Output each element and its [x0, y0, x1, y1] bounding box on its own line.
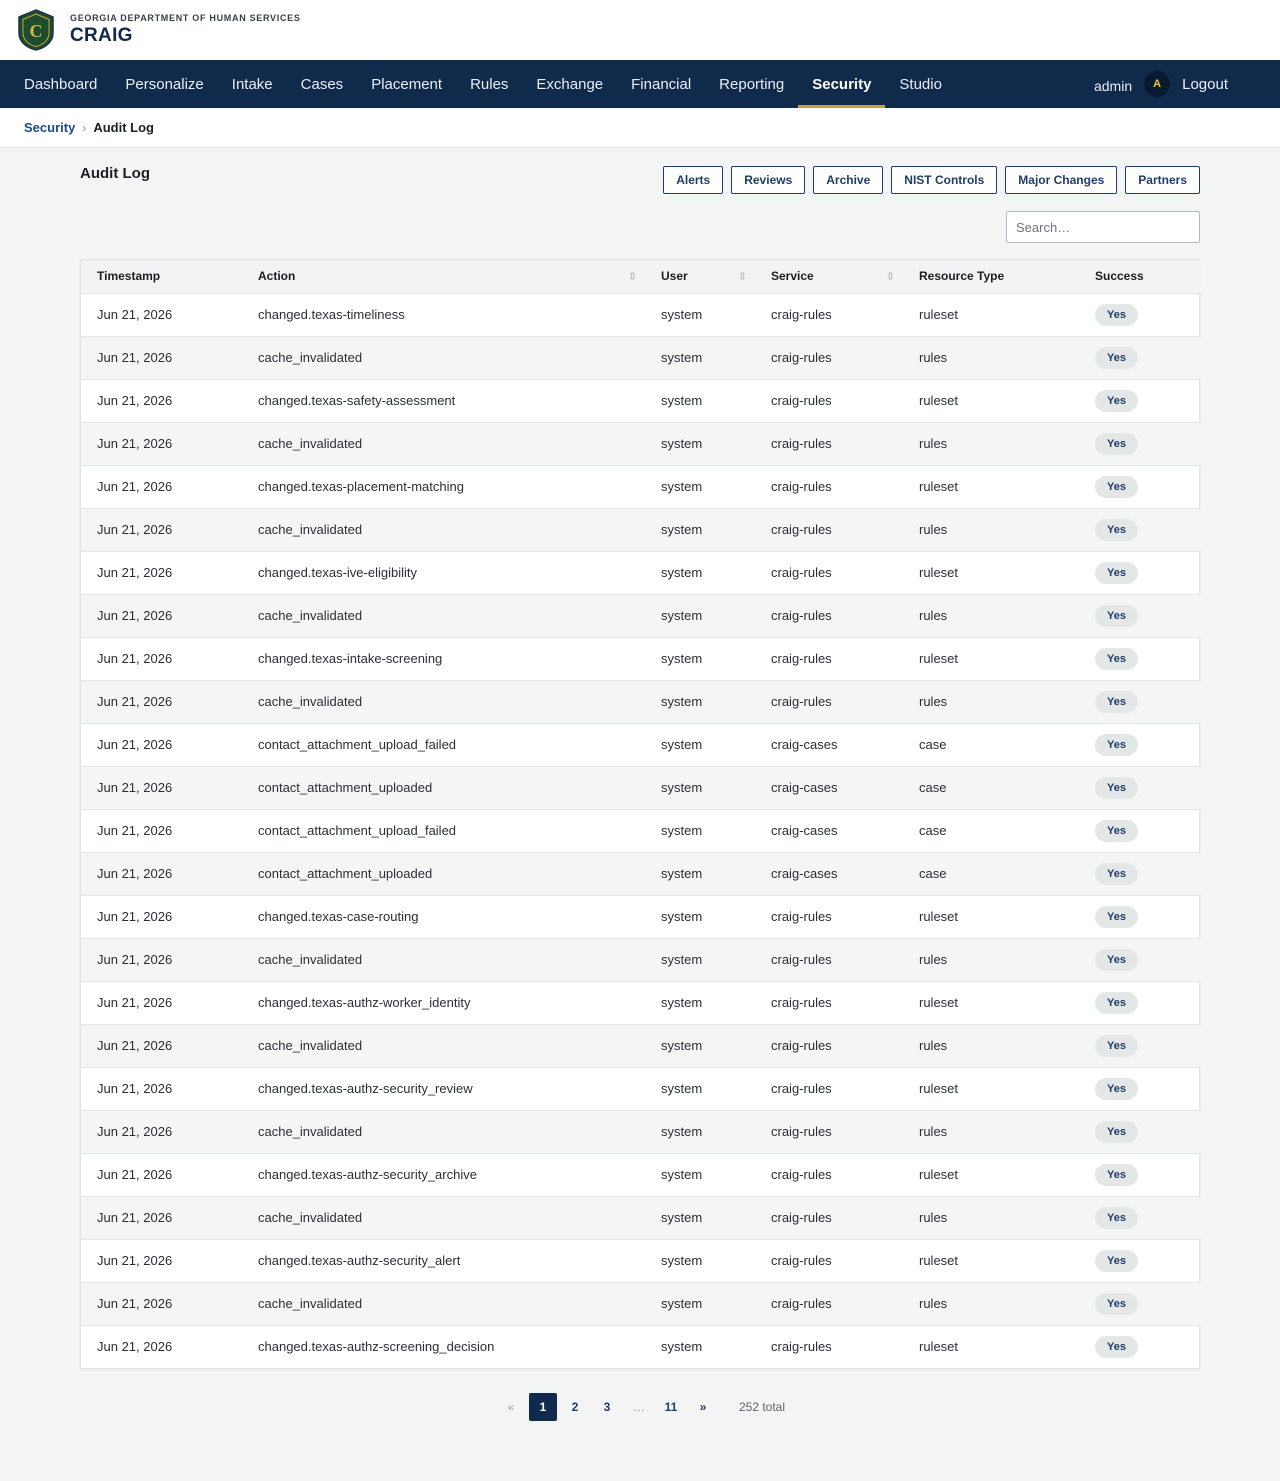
pagination — [80, 1393, 1200, 1421]
table-row[interactable] — [81, 551, 1201, 594]
cell-service: craig-cases — [755, 852, 903, 895]
cell-success — [1079, 336, 1201, 379]
cell-resource-type: case — [903, 852, 1079, 895]
cell-user: system — [645, 895, 755, 938]
cell-service: craig-rules — [755, 1153, 903, 1196]
cell-user: system — [645, 1067, 755, 1110]
column-header-timestamp: Timestamp — [81, 260, 242, 293]
username-label: admin — [1093, 77, 1133, 94]
cell-action: cache_invalidated — [242, 1196, 645, 1239]
cell-timestamp: Jun 21, 2026 — [81, 1196, 242, 1239]
success-badge: Yes — [1095, 1336, 1138, 1358]
cell-action: changed.texas-authz-worker_identity — [242, 981, 645, 1024]
cell-success — [1079, 637, 1201, 680]
success-badge: Yes — [1095, 1293, 1138, 1315]
cell-user: system — [645, 336, 755, 379]
success-badge: Yes — [1095, 691, 1138, 713]
cell-timestamp: Jun 21, 2026 — [81, 637, 242, 680]
breadcrumb-security-link[interactable]: Security — [24, 120, 76, 135]
reviews-button[interactable]: Reviews — [731, 166, 805, 194]
table-row[interactable] — [81, 895, 1201, 938]
cell-action: cache_invalidated — [242, 1110, 645, 1153]
table-row[interactable] — [81, 766, 1201, 809]
org-name: GEORGIA DEPARTMENT OF HUMAN SERVICES — [70, 13, 301, 23]
cell-success — [1079, 895, 1201, 938]
cell-service: craig-rules — [755, 637, 903, 680]
cell-service: craig-rules — [755, 465, 903, 508]
cell-user: system — [645, 680, 755, 723]
cell-service: craig-rules — [755, 293, 903, 336]
success-badge: Yes — [1095, 1121, 1138, 1143]
cell-success — [1079, 594, 1201, 637]
cell-user: system — [645, 1153, 755, 1196]
cell-timestamp: Jun 21, 2026 — [97, 1339, 173, 1355]
cell-action: cache_invalidated — [242, 422, 645, 465]
cell-action: cache_invalidated — [242, 336, 645, 379]
table-row[interactable] — [81, 1110, 1201, 1153]
cell-action: contact_attachment_uploaded — [242, 766, 645, 809]
page-3-button[interactable]: 3 — [603, 1400, 611, 1414]
success-badge: Yes — [1095, 390, 1138, 412]
success-badge: Yes — [1095, 1035, 1138, 1057]
cell-timestamp: Jun 21, 2026 — [81, 1153, 242, 1196]
sort-icon[interactable]: ⇳ — [885, 271, 895, 283]
cell-action: cache_invalidated — [242, 1024, 645, 1067]
cell-resource-type: rules — [903, 508, 1079, 551]
success-badge: Yes — [1095, 1207, 1138, 1229]
cell-user: system — [645, 809, 755, 852]
cell-resource-type: case — [903, 723, 1079, 766]
toolbar — [663, 166, 1200, 194]
cell-service: craig-cases — [755, 809, 903, 852]
nav-item-studio[interactable]: Studio — [899, 75, 942, 93]
cell-user: system — [661, 1339, 703, 1355]
cell-action: changed.texas-authz-security_archive — [242, 1153, 645, 1196]
cell-success — [1079, 766, 1201, 809]
cell-action: cache_invalidated — [242, 594, 645, 637]
cell-timestamp: Jun 21, 2026 — [81, 379, 242, 422]
cell-user: system — [645, 465, 755, 508]
success-badge: Yes — [1095, 820, 1138, 842]
success-badge: Yes — [1095, 347, 1138, 369]
cell-success — [1079, 1239, 1201, 1282]
nav-item-intake[interactable]: Intake — [231, 75, 273, 93]
cell-action: changed.texas-safety-assessment — [242, 379, 645, 422]
nav-item-financial[interactable]: Financial — [631, 75, 692, 93]
cell-success — [1079, 465, 1201, 508]
table-body — [81, 293, 1201, 1368]
cell-timestamp: Jun 21, 2026 — [81, 508, 242, 551]
cell-timestamp: Jun 21, 2026 — [81, 809, 242, 852]
cell-timestamp: Jun 21, 2026 — [81, 981, 242, 1024]
nist-controls-button[interactable]: NIST Controls — [891, 166, 997, 194]
table-row[interactable] — [81, 1239, 1201, 1282]
cell-action: changed.texas-case-routing — [242, 895, 645, 938]
cell-service: craig-rules — [755, 551, 903, 594]
table-row[interactable] — [81, 336, 1201, 379]
cell-action: changed.texas-timeliness — [242, 293, 645, 336]
cell-service: craig-rules — [755, 938, 903, 981]
cell-action: cache_invalidated — [242, 938, 645, 981]
cell-service: craig-rules — [771, 1339, 832, 1355]
major-changes-button[interactable]: Major Changes — [1005, 166, 1117, 194]
cell-service: craig-rules — [755, 508, 903, 551]
cell-resource-type: rules — [903, 1282, 1079, 1325]
success-badge: Yes — [1095, 992, 1138, 1014]
cell-action: contact_attachment_upload_failed — [242, 723, 645, 766]
success-badge: Yes — [1095, 906, 1138, 928]
column-header-user[interactable]: User ⇳ — [645, 260, 755, 293]
nav-item-rules[interactable]: Rules — [470, 75, 509, 93]
cell-success — [1079, 680, 1201, 723]
table-row[interactable] — [81, 637, 1201, 680]
avatar[interactable]: A — [1144, 71, 1170, 97]
cell-success — [1079, 938, 1201, 981]
cell-success — [1079, 981, 1201, 1024]
breadcrumb-separator-icon: › — [82, 120, 87, 135]
cell-resource-type: ruleset — [903, 981, 1079, 1024]
table-row[interactable] — [81, 594, 1201, 637]
cell-user: system — [645, 422, 755, 465]
cell-service: craig-rules — [755, 336, 903, 379]
logout-link[interactable]: Logout — [1182, 75, 1228, 93]
cell-action: changed.texas-intake-screening — [242, 637, 645, 680]
cell-action: cache_invalidated — [242, 1282, 645, 1325]
cell-resource-type: rules — [903, 938, 1079, 981]
nav-item-security[interactable]: Security — [798, 60, 885, 108]
success-badge: Yes — [1095, 1250, 1138, 1272]
page-11-button[interactable]: 11 — [664, 1400, 678, 1414]
cell-user: system — [645, 508, 755, 551]
archive-button[interactable]: Archive — [813, 166, 883, 194]
table-row[interactable] — [81, 465, 1201, 508]
nav-item-dashboard[interactable]: Dashboard — [24, 75, 98, 93]
cell-service: craig-rules — [755, 594, 903, 637]
cell-timestamp: Jun 21, 2026 — [81, 938, 242, 981]
cell-timestamp: Jun 21, 2026 — [81, 766, 242, 809]
table-row[interactable] — [81, 379, 1201, 422]
cell-success — [1079, 1196, 1201, 1239]
cell-timestamp: Jun 21, 2026 — [81, 1024, 242, 1067]
cell-timestamp: Jun 21, 2026 — [81, 1110, 242, 1153]
table-row[interactable] — [81, 508, 1201, 551]
nav-item-cases[interactable]: Cases — [300, 75, 344, 93]
app-name[interactable]: CRAIG — [70, 25, 133, 46]
cell-user: system — [645, 723, 755, 766]
table-header-row — [81, 260, 1201, 293]
cell-success — [1079, 379, 1201, 422]
cell-resource-type: ruleset — [903, 1239, 1079, 1282]
main-nav — [0, 60, 1280, 108]
cell-success — [1079, 1110, 1201, 1153]
cell-success — [1079, 551, 1201, 594]
success-badge: Yes — [1095, 777, 1138, 799]
cell-resource-type: ruleset — [919, 1339, 959, 1355]
sort-icon[interactable]: ⇳ — [737, 271, 747, 283]
cell-timestamp: Jun 21, 2026 — [81, 1067, 242, 1110]
cell-timestamp: Jun 21, 2026 — [81, 680, 242, 723]
pagination-ellipsis: … — [632, 1400, 645, 1414]
table-row[interactable] — [81, 1153, 1201, 1196]
cell-success — [1079, 809, 1201, 852]
success-badge: Yes — [1095, 863, 1138, 885]
table-row[interactable] — [81, 852, 1201, 895]
cell-user: system — [645, 852, 755, 895]
success-badge: Yes — [1095, 304, 1138, 326]
cell-resource-type: ruleset — [903, 293, 1079, 336]
cell-resource-type: ruleset — [903, 379, 1079, 422]
cell-resource-type: rules — [903, 1024, 1079, 1067]
success-badge: Yes — [1095, 1164, 1138, 1186]
success-badge: Yes — [1095, 949, 1138, 971]
cell-resource-type: rules — [903, 422, 1079, 465]
cell-service: craig-cases — [755, 723, 903, 766]
table-row[interactable] — [81, 809, 1201, 852]
cell-resource-type: case — [903, 766, 1079, 809]
cell-timestamp: Jun 21, 2026 — [81, 594, 242, 637]
cell-service: craig-rules — [755, 1024, 903, 1067]
cell-timestamp: Jun 21, 2026 — [81, 293, 242, 336]
svg-text:C: C — [29, 21, 43, 41]
search-input[interactable] — [1006, 211, 1200, 243]
user-menu — [1094, 60, 1228, 108]
cell-success — [1079, 422, 1201, 465]
success-badge: Yes — [1095, 1078, 1138, 1100]
cell-resource-type: rules — [903, 680, 1079, 723]
cell-service: craig-rules — [755, 1110, 903, 1153]
cell-timestamp: Jun 21, 2026 — [81, 336, 242, 379]
cell-timestamp: Jun 21, 2026 — [81, 1282, 242, 1325]
cell-timestamp: Jun 21, 2026 — [81, 551, 242, 594]
column-header-action[interactable]: Action ⇳ — [242, 260, 645, 293]
nav-item-personalize[interactable]: Personalize — [125, 75, 204, 93]
column-header-service[interactable]: Service ⇳ — [755, 260, 903, 293]
success-badge: Yes — [1095, 519, 1138, 541]
brand-block — [70, 13, 301, 47]
audit-log-table — [80, 259, 1200, 1369]
partners-button[interactable]: Partners — [1125, 166, 1200, 194]
cell-service: craig-rules — [755, 680, 903, 723]
cell-resource-type: rules — [903, 1110, 1079, 1153]
nav-item-exchange[interactable]: Exchange — [536, 75, 604, 93]
cell-resource-type: case — [903, 809, 1079, 852]
cell-service: craig-rules — [755, 895, 903, 938]
cell-service: craig-cases — [755, 766, 903, 809]
top-header — [0, 0, 1280, 60]
cell-action: changed.texas-authz-security_review — [242, 1067, 645, 1110]
table-row[interactable] — [81, 422, 1201, 465]
cell-success — [1079, 723, 1201, 766]
nav-item-placement[interactable]: Placement — [371, 75, 443, 93]
cell-user: system — [645, 1196, 755, 1239]
cell-action: changed.texas-placement-matching — [242, 465, 645, 508]
cell-success — [1079, 1024, 1201, 1067]
cell-resource-type: ruleset — [903, 551, 1079, 594]
cell-service: craig-rules — [755, 1239, 903, 1282]
success-badge: Yes — [1095, 562, 1138, 584]
cell-user: system — [645, 637, 755, 680]
cell-action: changed.texas-authz-security_alert — [242, 1239, 645, 1282]
department-seal-logo — [18, 9, 54, 51]
cell-success — [1079, 508, 1201, 551]
page-1-button[interactable]: 1 — [529, 1393, 557, 1421]
table-row[interactable] — [81, 1196, 1201, 1239]
table-row[interactable] — [81, 938, 1201, 981]
cell-user: system — [645, 981, 755, 1024]
breadcrumb-current: Audit Log — [93, 120, 154, 135]
cell-user: system — [645, 1239, 755, 1282]
page-2-button[interactable]: 2 — [571, 1400, 579, 1414]
cell-success — [1079, 1067, 1201, 1110]
cell-user: system — [645, 379, 755, 422]
cell-service: craig-rules — [755, 422, 903, 465]
cell-resource-type: ruleset — [903, 637, 1079, 680]
cell-success — [1079, 1153, 1201, 1196]
sort-icon[interactable]: ⇳ — [627, 271, 637, 283]
cell-action: cache_invalidated — [242, 508, 645, 551]
cell-success — [1079, 852, 1201, 895]
cell-timestamp: Jun 21, 2026 — [81, 895, 242, 938]
cell-user: system — [645, 766, 755, 809]
next-page-button[interactable]: » — [699, 1400, 707, 1414]
success-badge: Yes — [1095, 605, 1138, 627]
success-badge: Yes — [1095, 476, 1138, 498]
column-header-resource-type: Resource Type — [903, 260, 1079, 293]
cell-action: contact_attachment_upload_failed — [242, 809, 645, 852]
success-badge: Yes — [1095, 648, 1138, 670]
table-row[interactable] — [81, 1024, 1201, 1067]
cell-resource-type: rules — [903, 1196, 1079, 1239]
cell-resource-type: rules — [903, 336, 1079, 379]
cell-action: changed.texas-authz-screening_decision — [258, 1339, 495, 1355]
cell-resource-type: ruleset — [903, 895, 1079, 938]
success-badge: Yes — [1095, 433, 1138, 455]
cell-user: system — [645, 1110, 755, 1153]
cell-service: craig-rules — [755, 1196, 903, 1239]
table-row[interactable] — [81, 1325, 1201, 1368]
cell-timestamp: Jun 21, 2026 — [81, 422, 242, 465]
cell-timestamp: Jun 21, 2026 — [81, 1239, 242, 1282]
cell-action: cache_invalidated — [242, 680, 645, 723]
cell-service: craig-rules — [755, 981, 903, 1024]
cell-service: craig-rules — [755, 1282, 903, 1325]
table-row[interactable] — [81, 1067, 1201, 1110]
prev-page-button[interactable]: « — [507, 1400, 515, 1414]
breadcrumb — [0, 108, 1280, 148]
cell-timestamp: Jun 21, 2026 — [81, 723, 242, 766]
success-badge: Yes — [1095, 734, 1138, 756]
cell-service: craig-rules — [755, 379, 903, 422]
cell-user: system — [645, 551, 755, 594]
cell-user: system — [645, 938, 755, 981]
page-title: Audit Log — [80, 165, 150, 182]
cell-user: system — [645, 293, 755, 336]
total-count: 252 total — [738, 1400, 786, 1414]
nav-item-reporting[interactable]: Reporting — [719, 75, 785, 93]
cell-resource-type: ruleset — [903, 1067, 1079, 1110]
cell-resource-type: rules — [903, 594, 1079, 637]
cell-success — [1079, 1282, 1201, 1325]
cell-resource-type: ruleset — [903, 1153, 1079, 1196]
table-row[interactable] — [81, 723, 1201, 766]
cell-action: contact_attachment_uploaded — [242, 852, 645, 895]
table-row[interactable] — [81, 293, 1201, 336]
table-row[interactable] — [81, 981, 1201, 1024]
cell-service: craig-rules — [755, 1067, 903, 1110]
column-header-success: Success — [1079, 260, 1201, 293]
cell-resource-type: ruleset — [903, 465, 1079, 508]
cell-success — [1079, 1325, 1201, 1368]
cell-user: system — [645, 1024, 755, 1067]
cell-timestamp: Jun 21, 2026 — [81, 465, 242, 508]
cell-action: changed.texas-ive-eligibility — [242, 551, 645, 594]
alerts-button[interactable]: Alerts — [663, 166, 723, 194]
cell-user: system — [645, 594, 755, 637]
cell-user: system — [645, 1282, 755, 1325]
cell-success — [1079, 293, 1201, 336]
table-row[interactable] — [81, 680, 1201, 723]
table-row[interactable] — [81, 1282, 1201, 1325]
cell-timestamp: Jun 21, 2026 — [81, 852, 242, 895]
